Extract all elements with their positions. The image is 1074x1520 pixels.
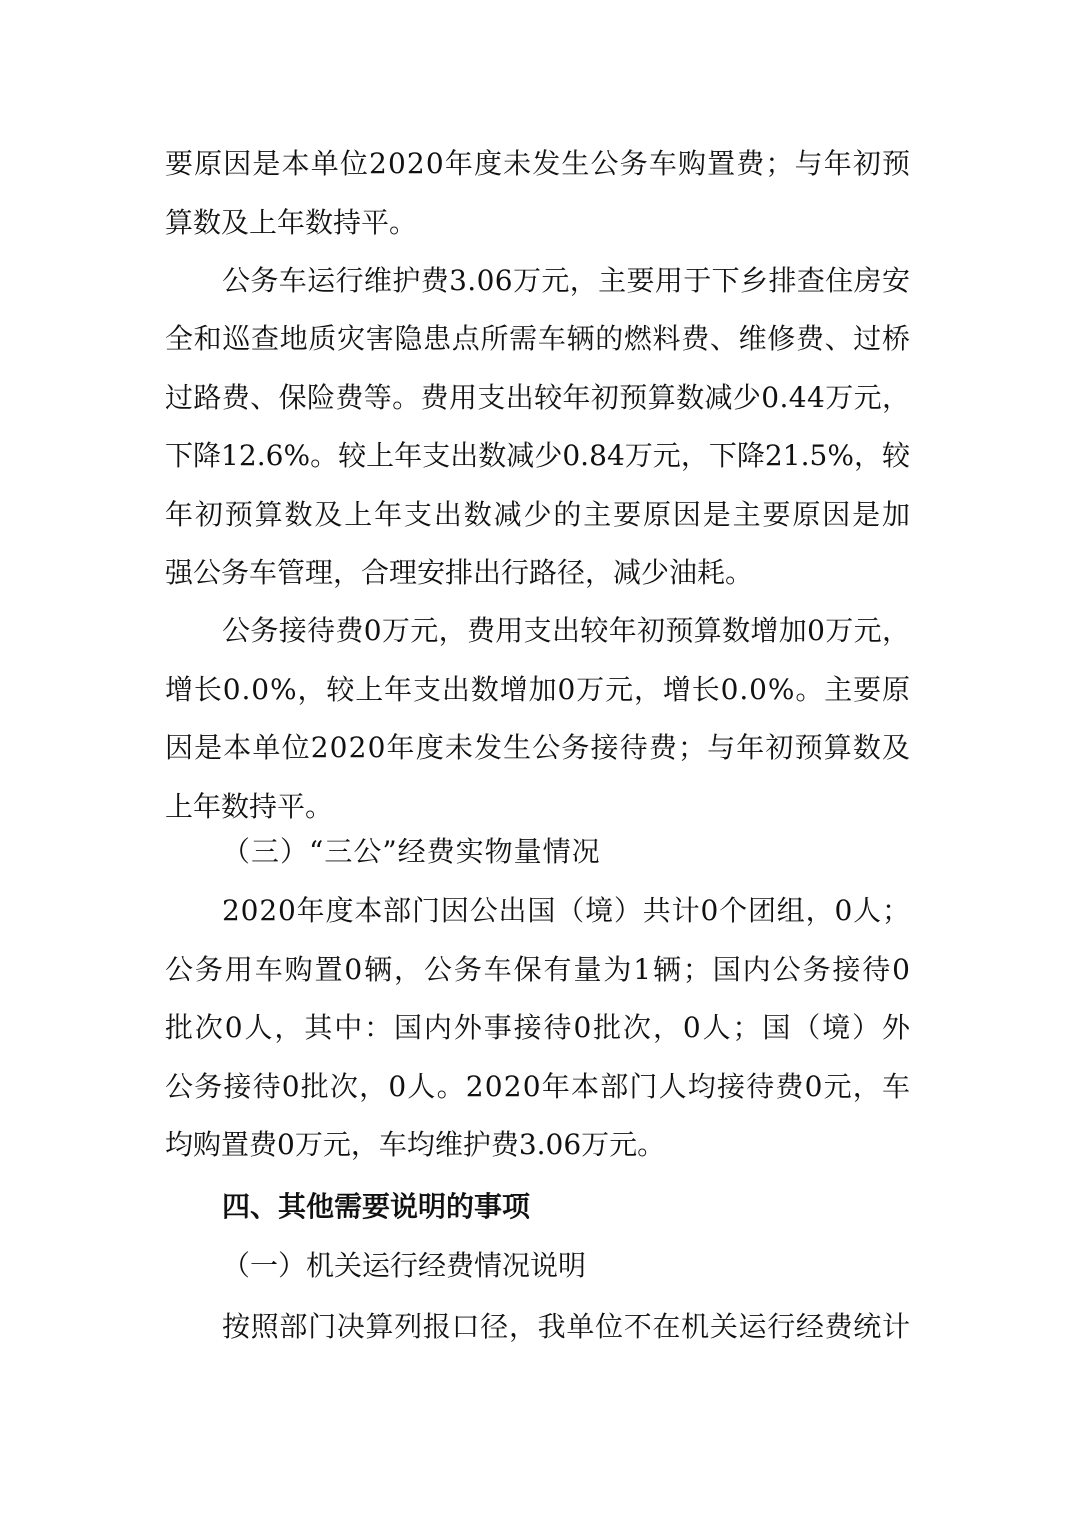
paragraph-line [0,193,1074,253]
paragraph-line [0,718,1074,778]
paragraph-line [0,309,1074,369]
text-line: 公务用车购置0辆，公务车保有量为1辆；国内公务接待0 [165,953,912,986]
paragraph-line [0,426,1074,486]
text-line: 上年数持平。 [165,790,334,823]
paragraph-line [0,1057,1074,1117]
subheading-text: （一）机关运行经费情况说明 [222,1249,587,1282]
paragraph-line [0,134,1074,194]
text-line: 公务接待0批次，0人。2020年本部门人均接待费0元，车 [165,1070,912,1103]
paragraph-line [0,1115,1074,1175]
paragraph-line [0,1297,1074,1357]
text-line: 公务接待费0万元，费用支出较年初预算数增加0万元， [222,614,911,647]
subheading-text: （三）“三公”经费实物量情况 [222,835,601,868]
text-line: 年初预算数及上年支出数减少的主要原因是主要原因是加 [165,498,912,531]
text-line: 要原因是本单位2020年度未发生公务车购置费；与年初预 [165,147,912,180]
paragraph-line [0,601,1074,661]
text-line: 因是本单位2020年度未发生公务接待费；与年初预算数及 [165,731,912,764]
text-line: 下降12.6%。较上年支出数减少0.84万元，下降21.5%，较 [165,439,911,472]
heading-text: 四、其他需要说明的事项 [222,1190,531,1223]
text-line: 强公务车管理，合理安排出行路径，减少油耗。 [165,556,754,589]
text-line: 2020年度本部门因公出国（境）共计0个团组，0人； [222,894,911,927]
paragraph-line [0,881,1074,941]
section-heading [0,1177,1074,1237]
section-subheading [0,1236,1074,1296]
section-subheading [0,822,1074,882]
paragraph-line [0,251,1074,311]
paragraph-line [0,940,1074,1000]
text-line: 过路费、保险费等。费用支出较年初预算数减少0.44万元， [165,381,911,414]
paragraph-line [0,368,1074,428]
text-line: 增长0.0%，较上年支出数增加0万元，增长0.0%。主要原 [165,673,911,706]
text-line: 全和巡查地质灾害隐患点所需车辆的燃料费、维修费、过桥 [165,322,911,355]
text-line: 按照部门决算列报口径，我单位不在机关运行经费统计 [222,1310,911,1343]
paragraph-line [0,998,1074,1058]
text-line: 算数及上年数持平。 [165,206,418,239]
paragraph-line [0,543,1074,603]
text-line: 均购置费0万元，车均维护费3.06万元。 [165,1128,666,1161]
text-line: 批次0人，其中：国内外事接待0批次，0人；国（境）外 [165,1011,912,1044]
paragraph-line [0,660,1074,720]
text-line: 公务车运行维护费3.06万元，主要用于下乡排查住房安 [222,264,911,297]
paragraph-line [0,485,1074,545]
